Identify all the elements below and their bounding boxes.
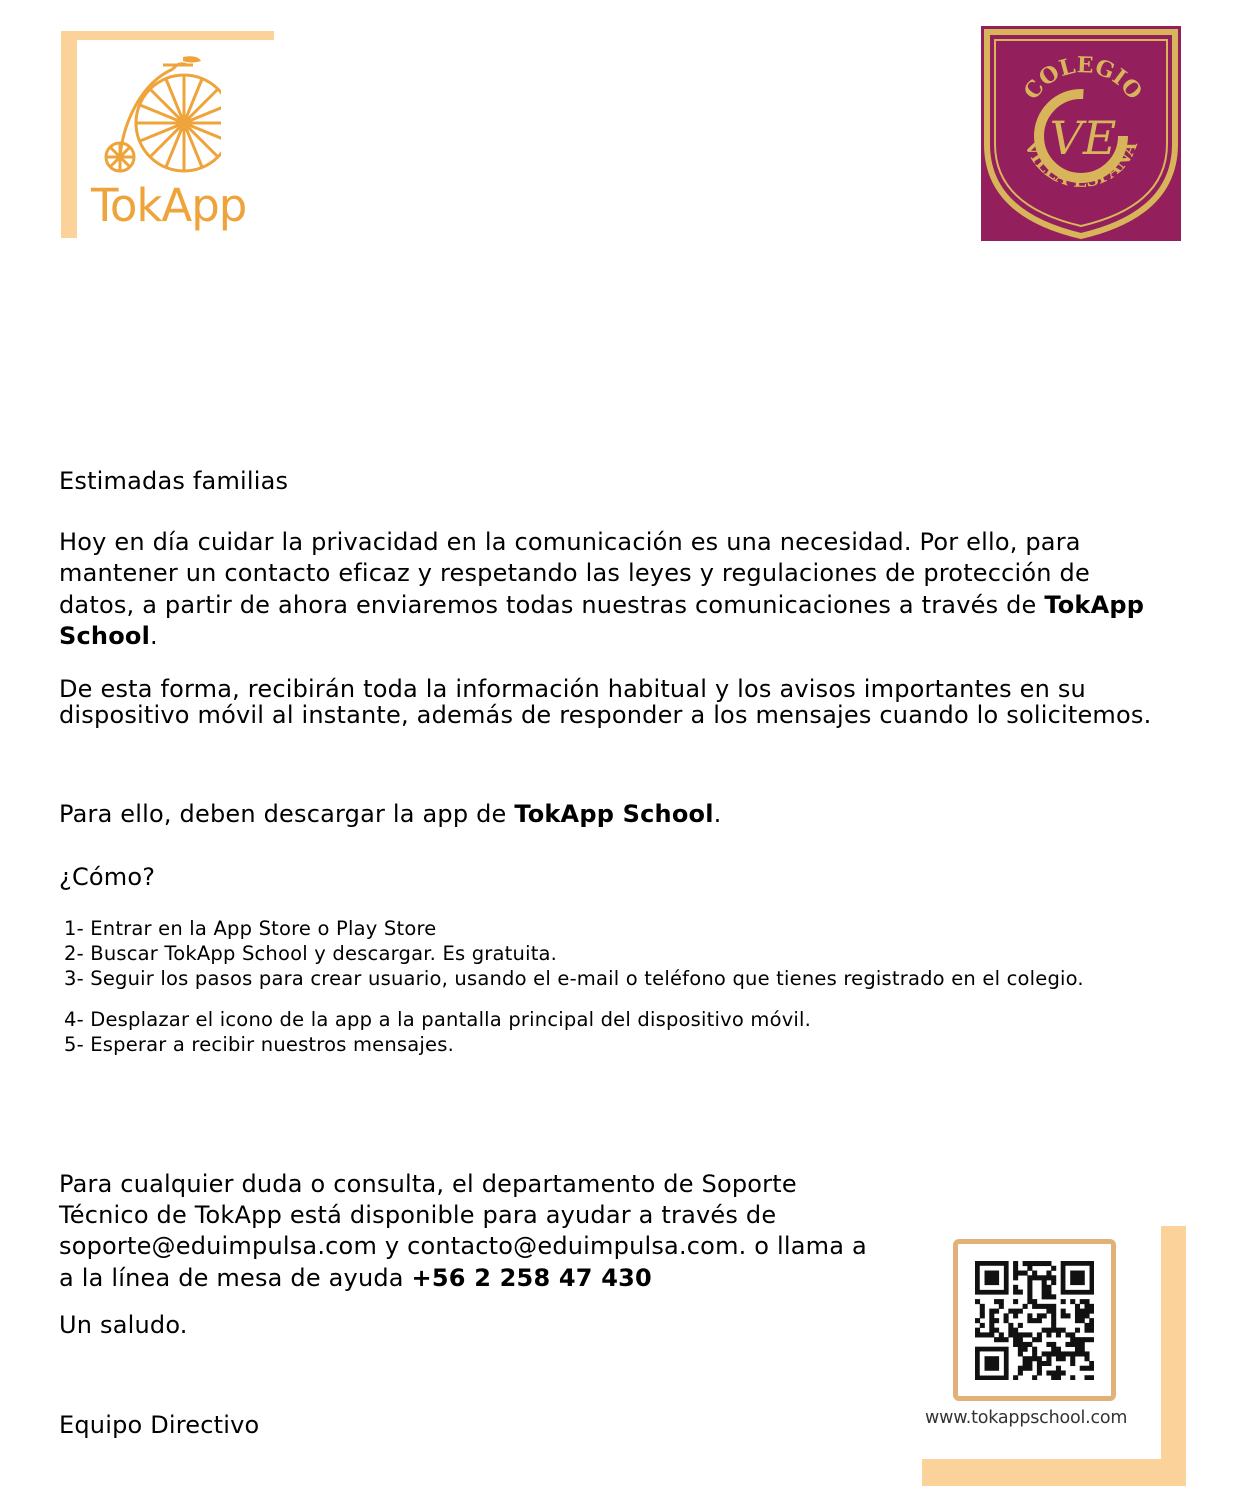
step-item: 5- Esperar a recibir nuestros mensajes. xyxy=(64,1033,454,1056)
step-item: 2- Buscar TokApp School y descargar. Es gratuita. xyxy=(64,942,558,965)
step-item: 1- Entrar en la App Store o Play Store xyxy=(64,917,437,940)
penny-farthing-icon xyxy=(101,53,221,183)
paragraph-line: datos, a partir de ahora enviaremos todas nuestras comunicaciones a través de TokApp xyxy=(59,591,1145,619)
crest-monogram: VE xyxy=(1049,111,1117,165)
brand-name: TokApp xyxy=(1044,591,1145,619)
brand-name: School xyxy=(59,622,151,650)
step-item: 3- Seguir los pasos para crear usuario, usando el e-mail o teléfono que tienes registrado en el colegio. xyxy=(64,967,1084,990)
paragraph-line: De esta forma, recibirán toda la información habitual y los avisos importantes en su xyxy=(59,675,1086,703)
tokapp-logo xyxy=(61,31,275,239)
logo-wordmark: TokApp xyxy=(91,179,247,232)
support-line: Técnico de TokApp está disponible para ayudar a través de xyxy=(59,1201,777,1229)
crest-shield-icon xyxy=(981,26,1181,241)
signature: Equipo Directivo xyxy=(59,1411,260,1439)
brand-name: TokApp School xyxy=(514,800,714,828)
download-line: Para ello, deben descargar la app de TokApp School. xyxy=(59,800,722,828)
support-line: a la línea de mesa de ayuda +56 2 258 47 430 xyxy=(59,1264,652,1292)
step-item: 4- Desplazar el icono de la app a la pantalla principal del dispositivo móvil. xyxy=(64,1008,812,1031)
qr-code-icon xyxy=(975,1261,1094,1380)
qr-card xyxy=(953,1239,1116,1401)
closing: Un saludo. xyxy=(59,1311,188,1339)
logo-frame-left xyxy=(61,31,77,238)
crest-bottom-text: VILLA ESPAÑA xyxy=(1019,138,1143,192)
support-line: Para cualquier duda o consulta, el departamento de Soporte xyxy=(59,1170,797,1198)
paragraph-line: dispositivo móvil al instante, además de responder a los mensajes cuando lo solicitemos. xyxy=(59,701,1152,729)
helpdesk-phone: +56 2 258 47 430 xyxy=(411,1264,652,1292)
support-line: soporte@eduimpulsa.com y contacto@eduimpulsa.com. o llama a xyxy=(59,1232,867,1260)
school-crest xyxy=(981,26,1181,241)
paragraph-line: Hoy en día cuidar la privacidad en la comunicación es una necesidad. Por ello, para xyxy=(59,528,1081,556)
website-url: www.tokappschool.com xyxy=(925,1408,1128,1428)
qr-frame-bottom xyxy=(922,1459,1186,1486)
logo-frame-top xyxy=(61,31,274,40)
paragraph-line: School. xyxy=(59,622,158,650)
greeting: Estimadas familias xyxy=(59,467,289,495)
how-heading: ¿Cómo? xyxy=(59,863,156,891)
qr-frame-right xyxy=(1161,1226,1186,1486)
crest-top-text: COLEGIO xyxy=(1018,52,1148,105)
paragraph-line: mantener un contacto eficaz y respetando las leyes y regulaciones de protección de xyxy=(59,559,1090,587)
